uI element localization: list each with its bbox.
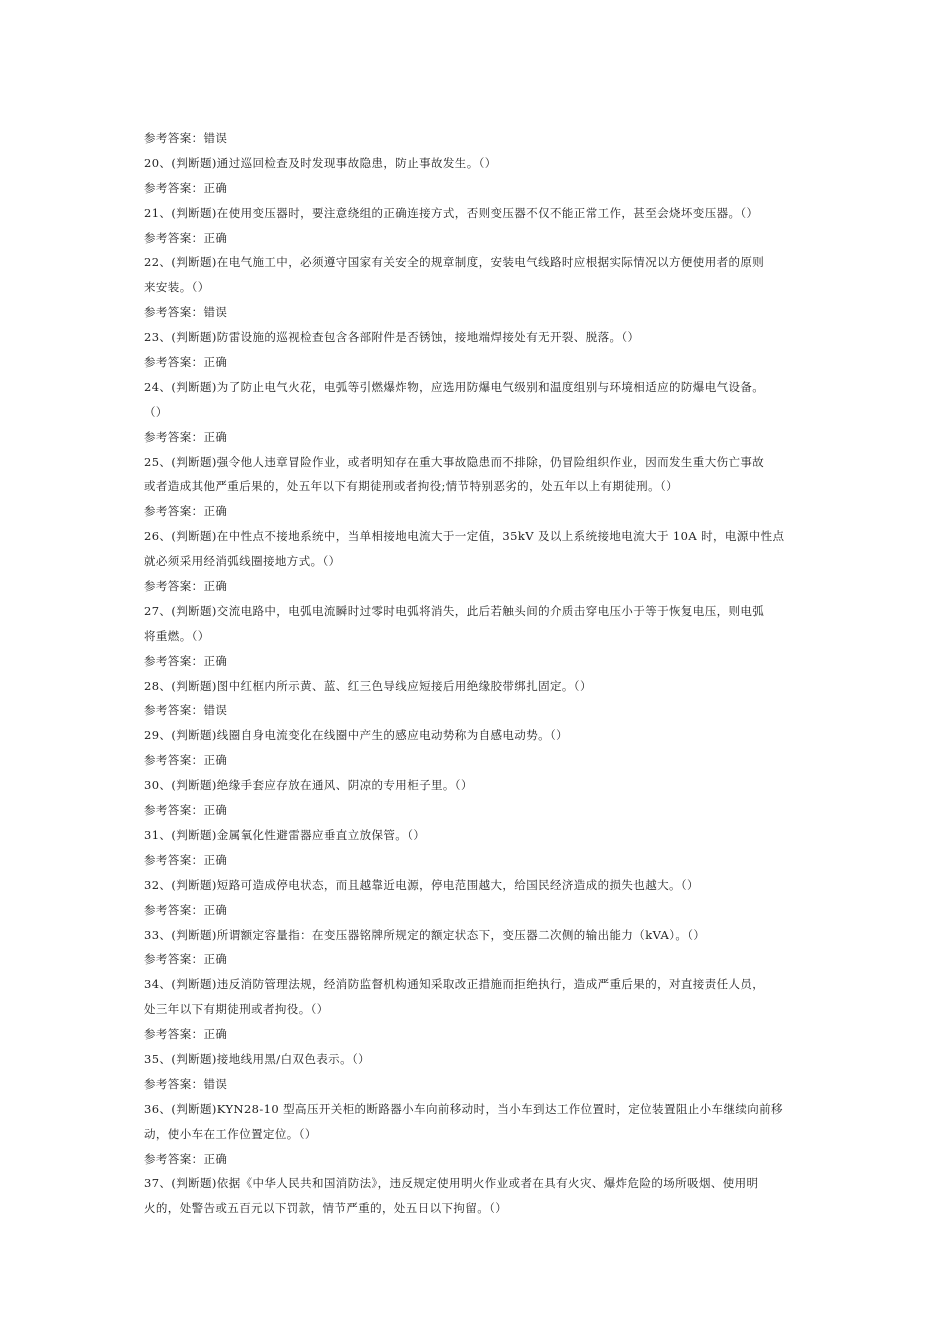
answer-line: 参考答案：正确 (144, 429, 228, 444)
answer-line: 参考答案：正确 (144, 653, 228, 668)
answer-line: 参考答案：正确 (144, 355, 228, 370)
answer-line: 参考答案：正确 (144, 1151, 228, 1166)
question-text-continued: 来安装。（） (144, 280, 210, 295)
question-text: 20、(判断题)通过巡回检查及时发现事故隐患，防止事故发生。（） (144, 155, 497, 170)
question-text: 30、(判断题)绝缘手套应存放在通风、阴凉的专用柜子里。（） (144, 778, 473, 793)
question-text-continued: 就必须采用经消弧线圈接地方式。（） (144, 554, 341, 569)
answer-line: 参考答案：正确 (144, 180, 228, 195)
question-text: 28、(判断题)图中红框内所示黄、蓝、红三色导线应短接后用绝缘胶带绑扎固定。（） (144, 678, 592, 693)
answer-line: 参考答案：错误 (144, 703, 228, 718)
answer-line: 参考答案：正确 (144, 1027, 228, 1042)
question-text: 27、(判断题)交流电路中，电弧电流瞬时过零时电弧将消失，此后若触头间的介质击穿电压小于等于恢复电压，则电弧 (144, 603, 765, 618)
question-text-continued: （） (144, 404, 168, 419)
question-text: 34、(判断题)违反消防管理法规，经消防监督机构通知采取改正措施而拒绝执行，造成严重后果的，对直接责任人员， (144, 977, 765, 992)
question-text-continued: 火的，处警告或五百元以下罚款，情节严重的，处五日以下拘留。（） (144, 1201, 508, 1216)
question-text: 35、(判断题)接地线用黑/白双色表示。（） (144, 1051, 371, 1066)
question-text: 26、(判断题)在中性点不接地系统中，当单相接地电流大于一定值，35kV 及以上系统接地电流大于 10A 时，电源中性点 (144, 529, 785, 544)
answer-line: 参考答案：错误 (144, 305, 228, 320)
question-text: 29、(判断题)线圈自身电流变化在线圈中产生的感应电动势称为自感电动势。（） (144, 728, 569, 743)
answer-line: 参考答案：正确 (144, 579, 228, 594)
question-text-continued: 将重燃。（） (144, 628, 210, 643)
question-text-continued: 处三年以下有期徒刑或者拘役。（） (144, 1002, 329, 1017)
question-list (144, 126, 812, 1221)
question-text: 24、(判断题)为了防止电气火花，电弧等引燃爆炸物，应选用防爆电气级别和温度组别与环境相适应的防爆电气设备。 (144, 379, 765, 394)
question-text-continued: 动，使小车在工作位置定位。（） (144, 1126, 317, 1141)
answer-line: 参考答案：正确 (144, 902, 228, 917)
question-text: 31、(判断题)金属氧化性避雷器应垂直立放保管。（） (144, 827, 426, 842)
answer-line: 参考答案：错误 (144, 1076, 228, 1091)
answer-line: 参考答案：正确 (144, 852, 228, 867)
answer-line: 参考答案：正确 (144, 230, 228, 245)
answer-line: 参考答案：正确 (144, 753, 228, 768)
question-text: 25、(判断题)强令他人违章冒险作业，或者明知存在重大事故隐患而不排除，仍冒险组织作业，因而发生重大伤亡事故 (144, 454, 765, 469)
answer-line: 参考答案：错误 (144, 131, 228, 145)
question-text: 33、(判断题)所谓额定容量指：在变压器铭牌所规定的额定状态下，变压器二次侧的输出能力（kVA）。（） (144, 927, 706, 942)
answer-line: 参考答案：正确 (144, 504, 228, 519)
question-text: 32、(判断题)短路可造成停电状态，而且越靠近电源，停电范围越大，给国民经济造成的损失也越大。（） (144, 877, 699, 892)
question-text: 36、(判断题)KYN28-10 型高压开关柜的断路器小车向前移动时，当小车到达工作位置时，定位装置阻止小车继续向前移 (144, 1101, 783, 1116)
question-text: 37、(判断题)依据《中华人民共和国消防法》，违反规定使用明火作业或者在具有火灾、爆炸危险的场所吸烟、使用明 (144, 1176, 759, 1191)
question-text: 21、(判断题)在使用变压器时，要注意绕组的正确连接方式，否则变压器不仅不能正常工作，甚至会烧坏变压器。（） (144, 205, 759, 220)
answer-line: 参考答案：正确 (144, 803, 228, 818)
question-text: 22、(判断题)在电气施工中，必须遵守国家有关安全的规章制度，安装电气线路时应根据实际情况以方便使用者的原则 (144, 255, 765, 270)
question-text: 23、(判断题)防雷设施的巡视检查包含各部附件是否锈蚀，接地端焊接处有无开裂、脱落。（） (144, 330, 640, 345)
answer-line: 参考答案：正确 (144, 952, 228, 967)
question-text-continued: 或者造成其他严重后果的，处五年以下有期徒刑或者拘役;情节特别恶劣的，处五年以上有期徒刑。（） (144, 479, 679, 494)
